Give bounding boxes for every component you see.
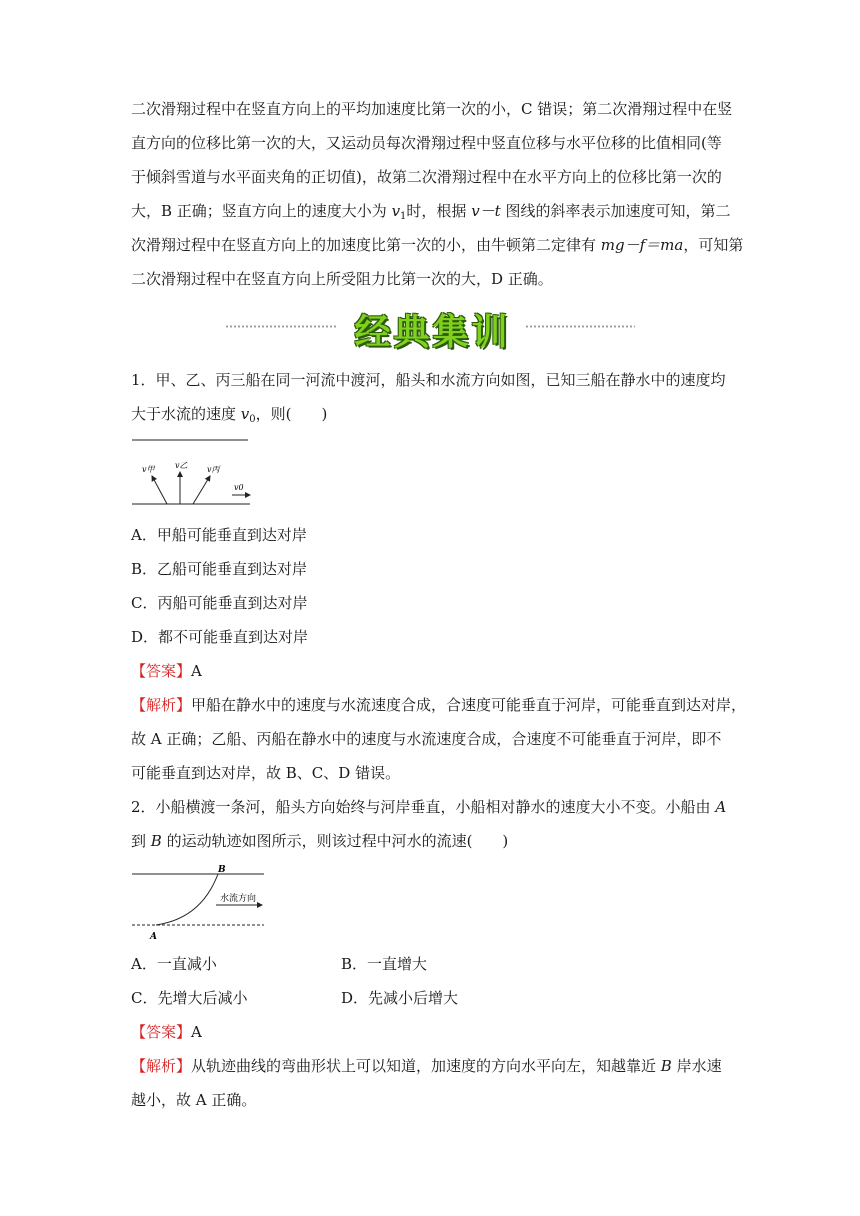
boat-jia-arrow [152, 476, 167, 504]
boat-trajectory [156, 874, 218, 925]
intro-paragraph [131, 92, 744, 296]
q2-option-b: B．一直增大 [341, 955, 428, 973]
q1-analysis-line: 可能垂直到达对岸，故 B、C、D 错误。 [131, 764, 401, 782]
intro-line: 二次滑翔过程中在竖直方向上所受阻力比第一次的大，D 正确。 [131, 270, 553, 288]
q1-analysis-line: 【解析】甲船在静水中的速度与水流速度合成，合速度可能垂直于河岸，可能垂直到达对岸， [131, 696, 747, 714]
q1-option-a: A．甲船可能垂直到达对岸 [131, 526, 307, 544]
q2-analysis-line: 【解析】从轨迹曲线的弯曲形状上可以知道，加速度的方向水平向左，知越靠近 B 岸水速 [131, 1057, 722, 1075]
q2-analysis-line: 越小，故 A 正确。 [131, 1091, 257, 1109]
q1-option-c: C．丙船可能垂直到达对岸 [131, 594, 308, 612]
intro-line: 大，B 正确；竖直方向上的速度大小为 $v_1$时，根据 v－t 图线的斜率表示加速度可知，第二 [131, 202, 731, 222]
q2-stem-line: 到 B 的运动轨迹如图所示，则该过程中河水的流速( ) [131, 832, 509, 850]
label-v0: v0 [234, 483, 244, 492]
intro-line: 于倾斜雪道与水平面夹角的正切值)，故第二次滑翔过程中在水平方向上的位移比第一次的 [131, 168, 722, 186]
banner-divider-left [225, 325, 337, 328]
q2-figure [130, 860, 270, 942]
banner-divider-right [525, 325, 635, 328]
analysis-tag: 【解析】 [131, 1057, 192, 1075]
q1-option-d: D．都不可能垂直到达对岸 [131, 628, 309, 646]
q1-options [131, 518, 747, 790]
q1-stem-line: 大于水流的速度 $v_0$，则( ) [131, 405, 328, 425]
section-banner [225, 302, 635, 353]
q2-option-a: A．一直减小 [131, 955, 217, 973]
q2-answer: 【答案】A [131, 1023, 202, 1041]
intro-line: 直方向的位移比第一次的大，又运动员每次滑翔过程中竖直位移与水平位移的比值相同(等 [131, 134, 722, 152]
q1-stem [131, 363, 731, 431]
label-a: A [150, 932, 157, 942]
q1-figure [130, 432, 255, 512]
q2-option-d: D．先减小后增大 [341, 989, 459, 1007]
answer-tag: 【答案】 [131, 662, 192, 680]
q2-stem-line: 2．小船横渡一条河，船头方向始终与河岸垂直，小船相对静水的速度大小不变。小船由 A [131, 798, 727, 816]
q2-stem [131, 790, 731, 858]
q2-answer-block [131, 1015, 731, 1117]
boat-bing-arrow [193, 476, 210, 504]
q1-analysis-line: 故 A 正确；乙船、丙船在静水中的速度与水流速度合成，合速度不可能垂直于河岸，即不 [131, 730, 722, 748]
q2-option-c: C．先增大后减小 [131, 989, 248, 1007]
answer-tag: 【答案】 [131, 1023, 192, 1041]
label-v-jia: v甲 [142, 465, 155, 474]
label-v-yi: v乙 [175, 461, 188, 470]
q1-option-b: B．乙船可能垂直到达对岸 [131, 560, 308, 578]
banner-title: 经典集训 [354, 312, 511, 353]
q1-stem-line: 1．甲、乙、丙三船在同一河流中渡河，船头和水流方向如图，已知三船在静水中的速度均 [131, 371, 726, 389]
analysis-tag: 【解析】 [131, 696, 192, 714]
intro-line: 次滑翔过程中在竖直方向上的加速度比第一次的小，由牛顿第二定律有 mg－f＝ma，可知第 [131, 236, 744, 254]
label-v-bing: v丙 [207, 465, 220, 474]
label-flow-direction: 水流方向 [220, 894, 257, 904]
q1-answer: 【答案】A [131, 662, 202, 680]
label-b: B [218, 865, 226, 875]
intro-line: 二次滑翔过程中在竖直方向上的平均加速度比第一次的小，C 错误；第二次滑翔过程中在竖 [131, 100, 733, 118]
